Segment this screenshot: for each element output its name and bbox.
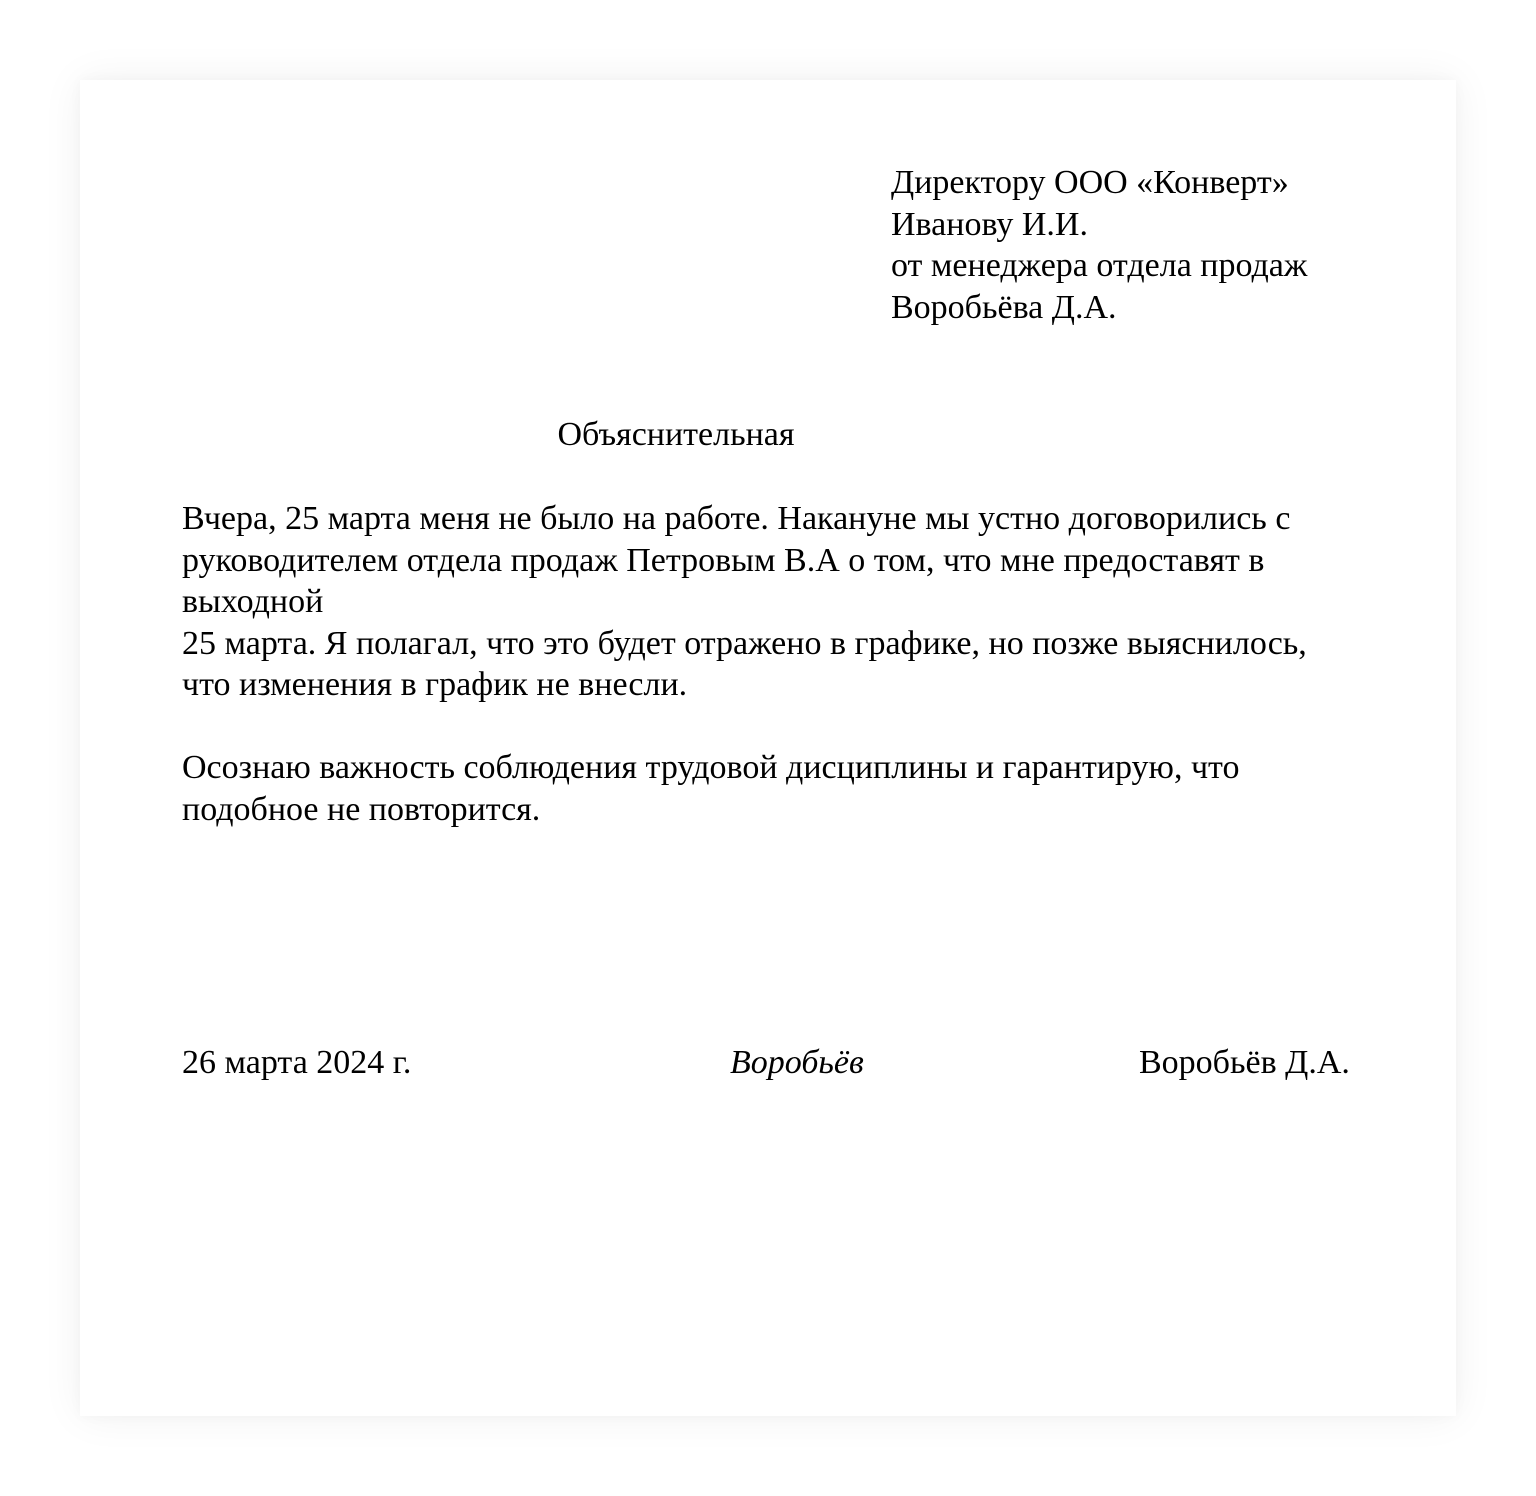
sender-line-position: от менеджера отдела продаж [891,247,1308,284]
addressee-line-name: Иванову И.И. [891,205,1088,243]
signatory-name: Воробьёв Д.А. [1139,1044,1350,1081]
body-line: подобное не повторится. [182,790,541,828]
body-line: что изменения в график не внесли. [182,666,688,703]
signature-date: 26 марта 2024 г. [182,1044,412,1081]
addressee-block [891,162,1307,328]
handwritten-signature: Воробьёв [730,1044,864,1081]
addressee-line-position: Директору ООО «Конверт» [891,164,1289,201]
body-line: Вчера, 25 марта меня не было на работе. Накануне мы устно договорились с [182,500,1291,537]
document-body [182,498,1412,830]
paragraph-spacer [182,706,1412,748]
document-title: Объяснительная [557,416,795,453]
body-line: выходной [182,583,324,620]
body-line: 25 марта. Я полагал, что это будет отражено в графике, но позже выяснилось, [182,624,1307,662]
body-paragraph-1 [182,498,1412,706]
body-line: руководителем отдела продаж Петровым В.А о том, что мне предоставят в [182,541,1265,579]
body-line: Осознаю важность соблюдения трудовой дисциплины и гарантирую, что [182,749,1240,786]
sender-line-name: Воробьёва Д.А. [891,288,1117,326]
document-page [80,80,1456,1416]
body-paragraph-2 [182,747,1412,830]
